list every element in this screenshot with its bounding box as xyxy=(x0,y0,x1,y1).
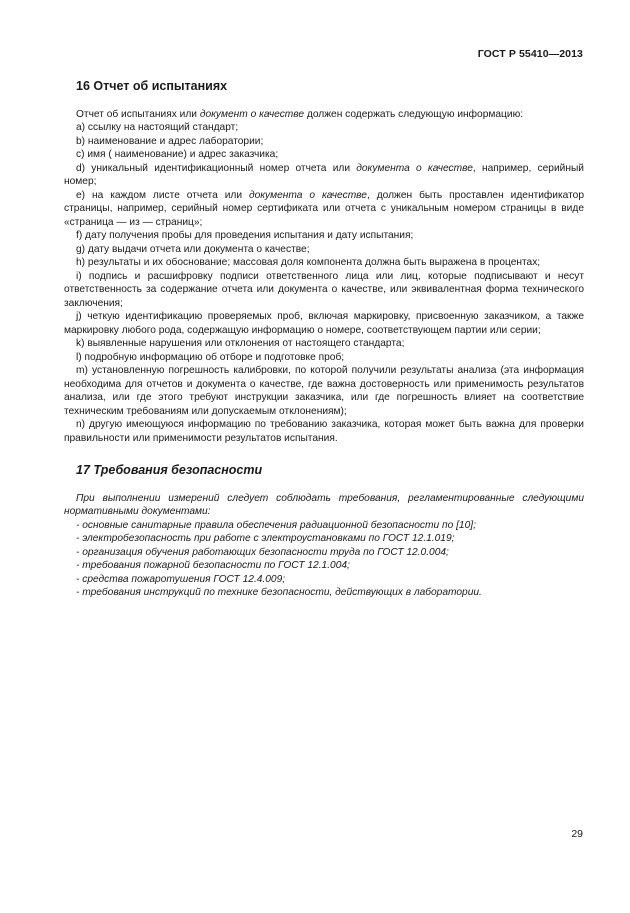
section-16-title: 16 Отчет об испытаниях xyxy=(76,79,228,93)
safety-list xyxy=(64,519,584,600)
list-item: c) имя ( наименование) и адрес заказчика; xyxy=(76,149,279,160)
list-item-e: e) на каждом листе отчета или документа о качестве, должен быть проставлен идентификатор страницы, например, серийный номер сертификата или отчета с уникальным номером страницы в виде «страница — из — страниц»; xyxy=(64,189,584,228)
document-header: ГОСТ Р 55410—2013 xyxy=(477,48,583,60)
list-item: h) результаты и их обоснование; массовая доля компонента должна быть выражена в процентах; xyxy=(76,257,541,268)
list-item: - требования инструкций по технике безопасности, действующих в лаборатории. xyxy=(76,587,482,598)
list-item: n) другую имеющуюся информацию по требованию заказчика, которая может быть важна для проверки правильности или применимости результатов испытания. xyxy=(64,419,584,444)
list-item: k) выявленные нарушения или отклонения от настоящего стандарта; xyxy=(76,338,405,349)
list-item-d: d) уникальный идентификационный номер отчета или документа о качестве, например, серийный номер; xyxy=(64,162,584,187)
list-item: b) наименование и адрес лаборатории; xyxy=(76,135,264,147)
list-item: g) дату выдачи отчета или документа о качестве; xyxy=(76,243,310,255)
list-item: i) подпись и расшифровку подписи ответственного лица или лиц, которые подписывают и несут ответственность за содержание отчета или документа о качестве, или эквивалентная форма технического заключения; xyxy=(64,270,584,309)
list-item: - требования пожарной безопасности по ГОСТ 12.1.004; xyxy=(76,560,350,571)
section-17-title: 17 Требования безопасности xyxy=(76,463,263,477)
page-number: 29 xyxy=(571,828,583,840)
list-item: f) дату получения пробы для проведения испытания и дату испытания; xyxy=(76,230,414,241)
section-16-intro: Отчет об испытаниях или документ о качестве должен содержать следующую информацию: xyxy=(76,108,524,120)
list-item: a) ссылку на настоящий стандарт; xyxy=(76,122,239,133)
list-item: j) четкую идентификацию проверяемых проб, включая маркировку, присвоенную заказчиком, а также маркировку любого рода, содержащую информацию о номере, соответствующем партии или серии; xyxy=(64,311,584,336)
list-item: - основные санитарные правила обеспечения радиационной безопасности по [10]; xyxy=(76,519,476,531)
list-item: - электробезопасность при работе с электроустановками по ГОСТ 12.1.019; xyxy=(76,533,455,544)
section-17-intro: При выполнении измерений следует соблюдать требования, регламентированные следующими нормативными документами: xyxy=(64,492,584,517)
list-item: - организация обучения работающих безопасности труда по ГОСТ 12.0.004; xyxy=(76,546,449,558)
list-item: m) установленную погрешность калибровки, по которой получили результаты анализа (эта информация необходима для отчетов и документа о качестве, где важна достоверность или применимость результатов анализа, или где этого требуют инструкции заказчика, или где погрешность влияет на соответствие техническим требованиям или допускаемым отклонениям); xyxy=(64,365,584,417)
list-item: - средства пожаротушения ГОСТ 12.4.009; xyxy=(76,573,286,585)
list-item: l) подробную информацию об отборе и подготовке проб; xyxy=(76,351,345,363)
page-content xyxy=(64,80,584,600)
